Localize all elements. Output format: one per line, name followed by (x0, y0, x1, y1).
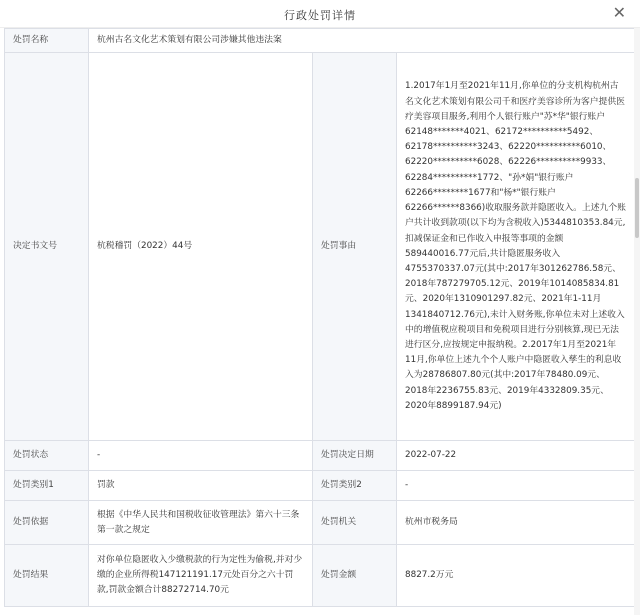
status-value: - (89, 441, 313, 471)
amount-value: 8827.2万元 (397, 545, 635, 607)
table-row (5, 441, 635, 471)
name-label: 处罚名称 (5, 29, 89, 53)
table-row (5, 545, 635, 607)
doc-number-label: 决定书文号 (5, 53, 89, 441)
amount-label: 处罚金额 (313, 545, 397, 607)
authority-label: 处罚机关 (313, 501, 397, 545)
close-icon[interactable]: ✕ (612, 3, 626, 22)
result-value: 对你单位隐匿收入少缴税款的行为定性为偷税,并对少缴的企业所得税147121191.17元处百分之六十罚款,罚款金额合计88272714.70元 (89, 545, 313, 607)
category1-label: 处罚类别1 (5, 471, 89, 501)
dialog-title: 行政处罚详情 (284, 9, 356, 22)
basis-label: 处罚依据 (5, 501, 89, 545)
scrollbar-thumb[interactable] (635, 178, 639, 238)
category1-value: 罚款 (89, 471, 313, 501)
detail-scroll-area[interactable] (0, 28, 640, 615)
basis-value: 根据《中华人民共和国税收征收管理法》第六十三条第一款之规定 (89, 501, 313, 545)
decision-date-label: 处罚决定日期 (313, 441, 397, 471)
authority-value: 杭州市税务局 (397, 501, 635, 545)
table-row (5, 29, 635, 53)
table-row (5, 53, 635, 441)
dialog-header (0, 0, 640, 28)
vertical-scrollbar[interactable] (634, 28, 640, 615)
detail-table (4, 28, 635, 607)
table-row (5, 501, 635, 545)
category2-label: 处罚类别2 (313, 471, 397, 501)
result-label: 处罚结果 (5, 545, 89, 607)
status-label: 处罚状态 (5, 441, 89, 471)
decision-date-value: 2022-07-22 (397, 441, 635, 471)
name-value: 杭州古名文化艺术策划有限公司涉嫌其他违法案 (89, 29, 635, 53)
table-row (5, 471, 635, 501)
reason-value: 1.2017年1月至2021年11月,你单位的分支机构杭州古名文化艺术策划有限公司千和医疗美容诊所为客户提供医疗美容项目服务,利用个人银行账户"苏*华"银行账户62148*******4021、62172**********5492、62178**********3243、62220**********6010、62220**********6028、62226**********9933、62284**********1772、"孙*娟"银行账户62266********1677和"杨*"银行账户62266******8366)收取服务款并隐匿收入。上述九个账户共计收到款项(以下均为含税收入)5344810353.84元,扣减保证金和已作收入申报等事项的金额589440016.77元后,共计隐匿服务收入4755370337.07元(其中:2017年301262786.58元、2018年787279705.12元、2019年1014085834.81元、2020年1310901297.82元、2021年1-11月1341840712.76元),未计入财务账,你单位未对上述收入中的增值税应税项目和免税项目进行分别核算,现已无法进行区分,应按规定申报纳税。2.2017年1月至2021年11月,你单位上述九个个人账户中隐匿收入孳生的利息收入为28786807.80元(其中:2017年78480.09元、2018年2236755.83元、2019年4332809.35元、2020年8899187.94元) (397, 53, 635, 441)
reason-label: 处罚事由 (313, 53, 397, 441)
category2-value: - (397, 471, 635, 501)
doc-number-value: 杭税稽罚（2022）44号 (89, 53, 313, 441)
